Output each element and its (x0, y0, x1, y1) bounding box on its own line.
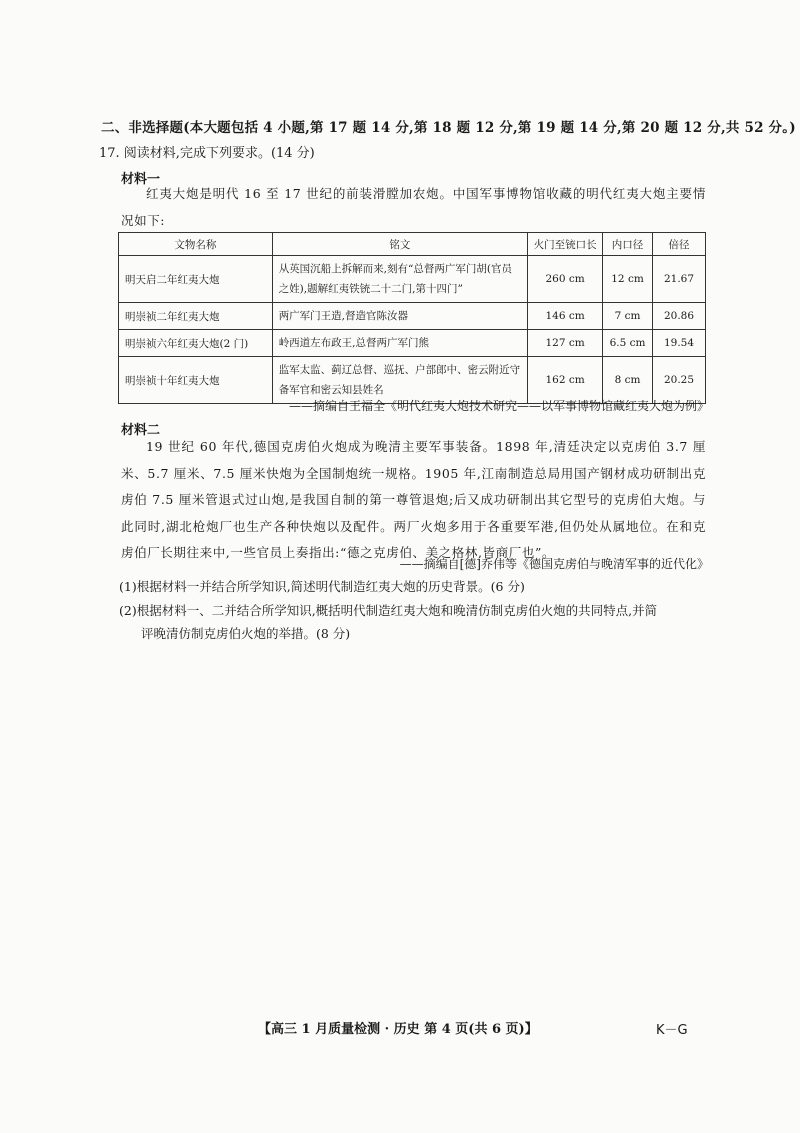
cell-length: 162 cm (528, 357, 603, 404)
cell-inscription: 从英国沉船上拆解而来,刻有“总督两广军门胡(官员之姓),题解红夷铁铳二十二门,第十四门” (272, 256, 527, 303)
material-1-heading: 材料一 (121, 172, 161, 187)
sub-question-2-line-1: (2)根据材料一、二并结合所学知识,概括明代制造红夷大炮和晚清仿制克虏伯火炮的共同特点,并简 (119, 603, 658, 618)
material-1-intro: 红夷大炮是明代 16 至 17 世纪的前装滑膛加农炮。中国军事博物馆收藏的明代红夷大炮主要情况如下: (121, 186, 706, 228)
cell-length: 260 cm (528, 256, 603, 303)
question-17-stem: 17. 阅读材料,完成下列要求。(14 分) (99, 146, 315, 161)
header-artifact-name: 文物名称 (119, 233, 273, 256)
cell-inscription: 两广军门王造,督造官陈汝器 (272, 303, 527, 330)
sub-question-1: (1)根据材料一并结合所学知识,简述明代制造红夷大炮的历史背景。(6 分) (119, 579, 525, 594)
cell-length: 127 cm (528, 330, 603, 357)
header-ratio: 倍径 (653, 233, 706, 256)
cell-inscription: 岭西道左布政王,总督两广军门熊 (272, 330, 527, 357)
header-bore: 内口径 (603, 233, 653, 256)
cell-name: 明天启二年红夷大炮 (119, 256, 273, 303)
cell-ratio: 19.54 (653, 330, 706, 357)
table-row (119, 303, 706, 330)
footer-title: 【高三 1 月质量检测 · 历史 第 4 页(共 6 页)】 (258, 1022, 538, 1037)
cell-ratio: 20.86 (653, 303, 706, 330)
cell-inscription: 监军太监、蓟辽总督、巡抚、户部郎中、密云附近守备军官和密云知县姓名 (272, 357, 527, 404)
material-2-heading: 材料二 (121, 423, 161, 438)
sub-question-2-line-2: 评晚清仿制克虏伯火炮的举措。(8 分) (141, 626, 351, 641)
cell-bore: 12 cm (603, 256, 653, 303)
section-header: 二、非选择题(本大题包括 4 小题,第 17 题 14 分,第 18 题 12 分,第 19 题 14 分,第 20 题 12 分,共 52 分。) (101, 120, 796, 136)
artifact-table (118, 232, 706, 404)
cell-bore: 8 cm (603, 357, 653, 404)
header-inscription: 铭文 (272, 233, 527, 256)
cell-length: 146 cm (528, 303, 603, 330)
cell-bore: 7 cm (603, 303, 653, 330)
footer-code: K－G (656, 1023, 688, 1038)
material-2-source: ——摘编自[德]乔伟等《德国克虏伯与晚清军事的近代化》 (399, 557, 709, 571)
cell-name: 明崇祯十年红夷大炮 (119, 357, 273, 404)
cell-ratio: 20.25 (653, 357, 706, 404)
cell-bore: 6.5 cm (603, 330, 653, 357)
table-header-row (119, 233, 706, 256)
table-row (119, 256, 706, 303)
table-row (119, 330, 706, 357)
header-length: 火门至铳口长 (528, 233, 603, 256)
cell-name: 明崇祯六年红夷大炮(2 门) (119, 330, 273, 357)
material-1-source: ——摘编自王福全《明代红夷大炮技术研究——以军事博物馆藏红夷大炮为例》 (288, 399, 709, 413)
cell-ratio: 21.67 (653, 256, 706, 303)
material-2-text: 19 世纪 60 年代,德国克虏伯火炮成为晚清主要军事装备。1898 年,清廷决定以克虏伯 3.7 厘米、5.7 厘米、7.5 厘米快炮为全国制炮统一规格。1905 年,江南制造总局用国产钢材成功研制出克虏伯 7.5 厘米管退式过山炮,是我国自制的第一尊管退炮;后又成功研制出其它型号的克虏伯大炮。与此同时,湖北枪炮厂也生产各种快炮以及配件。两厂火炮多用于各重要军港,但仍处从属地位。在和克虏伯厂长期往来中,一些官员上奏指出:“德之克虏伯、美之格林,皆商厂也”。 (121, 439, 706, 560)
cell-name: 明崇祯二年红夷大炮 (119, 303, 273, 330)
sub-question-2 (119, 599, 709, 645)
